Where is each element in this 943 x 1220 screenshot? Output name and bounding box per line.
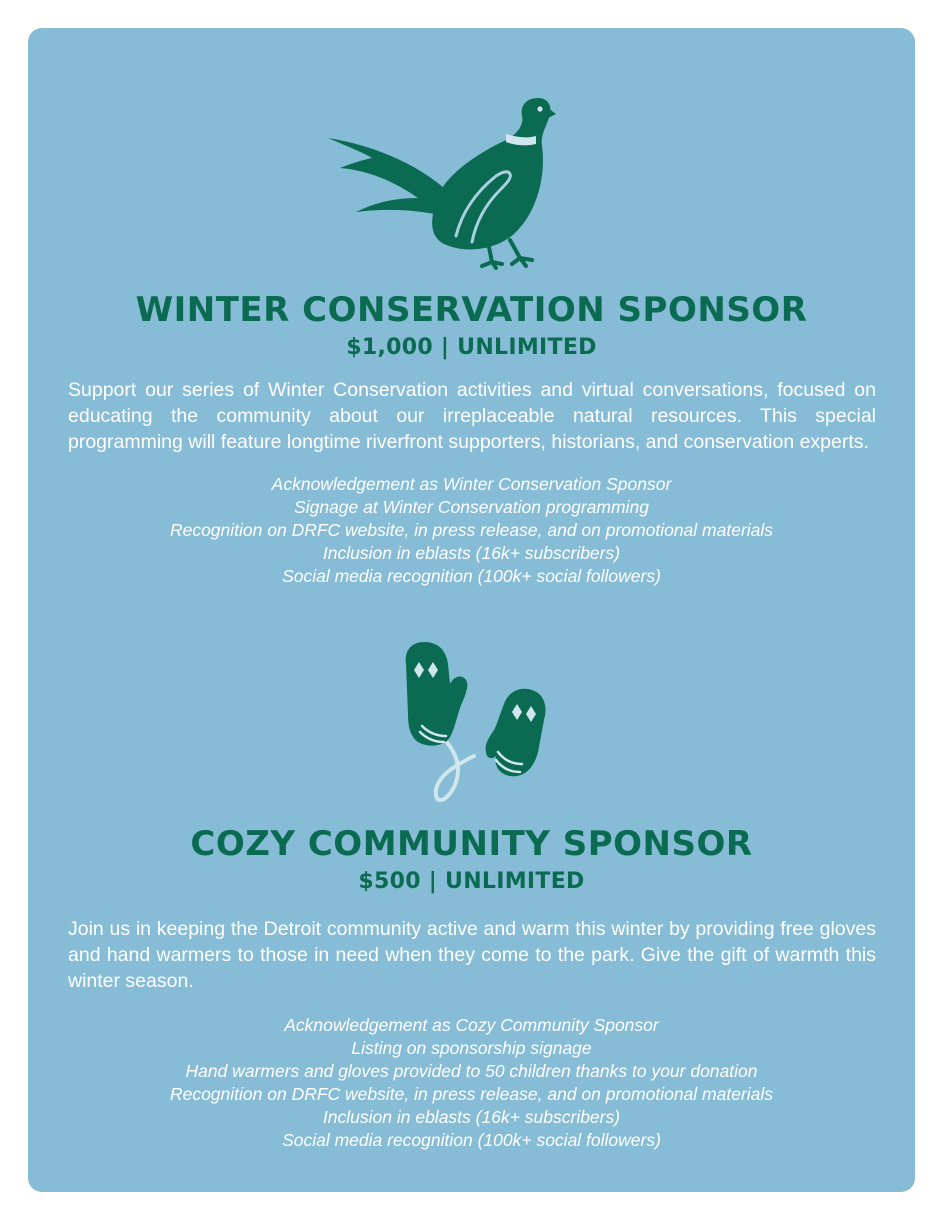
benefits-list	[28, 473, 915, 588]
section-title: WINTER CONSERVATION SPONSOR	[135, 290, 808, 330]
benefit-item: Acknowledgement as Cozy Community Sponsor	[284, 1015, 659, 1035]
sponsorship-card	[28, 28, 915, 1192]
benefit-item: Acknowledgement as Winter Conservation Sponsor	[271, 474, 672, 494]
benefit-item: Recognition on DRFC website, in press release, and on promotional materials	[169, 1084, 774, 1104]
benefit-item: Social media recognition (100k+ social followers)	[282, 1130, 661, 1150]
benefit-item: Social media recognition (100k+ social followers)	[282, 566, 661, 586]
section-description: Join us in keeping the Detroit community active and warm this winter by providing free gloves and hand warmers to those in need when they come to the park. Give the gift of warmth this winter season.	[68, 918, 876, 992]
benefit-item: Hand warmers and gloves provided to 50 children thanks to your donation	[185, 1061, 758, 1081]
section-title: COZY COMMUNITY SPONSOR	[190, 824, 753, 864]
benefit-item: Inclusion in eblasts (16k+ subscribers)	[322, 1107, 621, 1127]
benefits-list	[28, 1014, 915, 1152]
price-tier: $1,000 | UNLIMITED	[346, 335, 597, 360]
mittens-icon	[398, 640, 546, 812]
section-description: Support our series of Winter Conservation activities and virtual conversations, focused on educating the community about our irreplaceable natural resources. This special programming will feature longtime riverfront supporters, historians, and conservation experts.	[68, 379, 876, 453]
pheasant-icon	[326, 94, 556, 270]
benefit-item: Listing on sponsorship signage	[351, 1038, 592, 1058]
benefit-item: Signage at Winter Conservation programming	[294, 497, 649, 517]
benefit-item: Inclusion in eblasts (16k+ subscribers)	[322, 543, 621, 563]
benefit-item: Recognition on DRFC website, in press release, and on promotional materials	[169, 520, 774, 540]
price-tier: $500 | UNLIMITED	[358, 869, 585, 894]
